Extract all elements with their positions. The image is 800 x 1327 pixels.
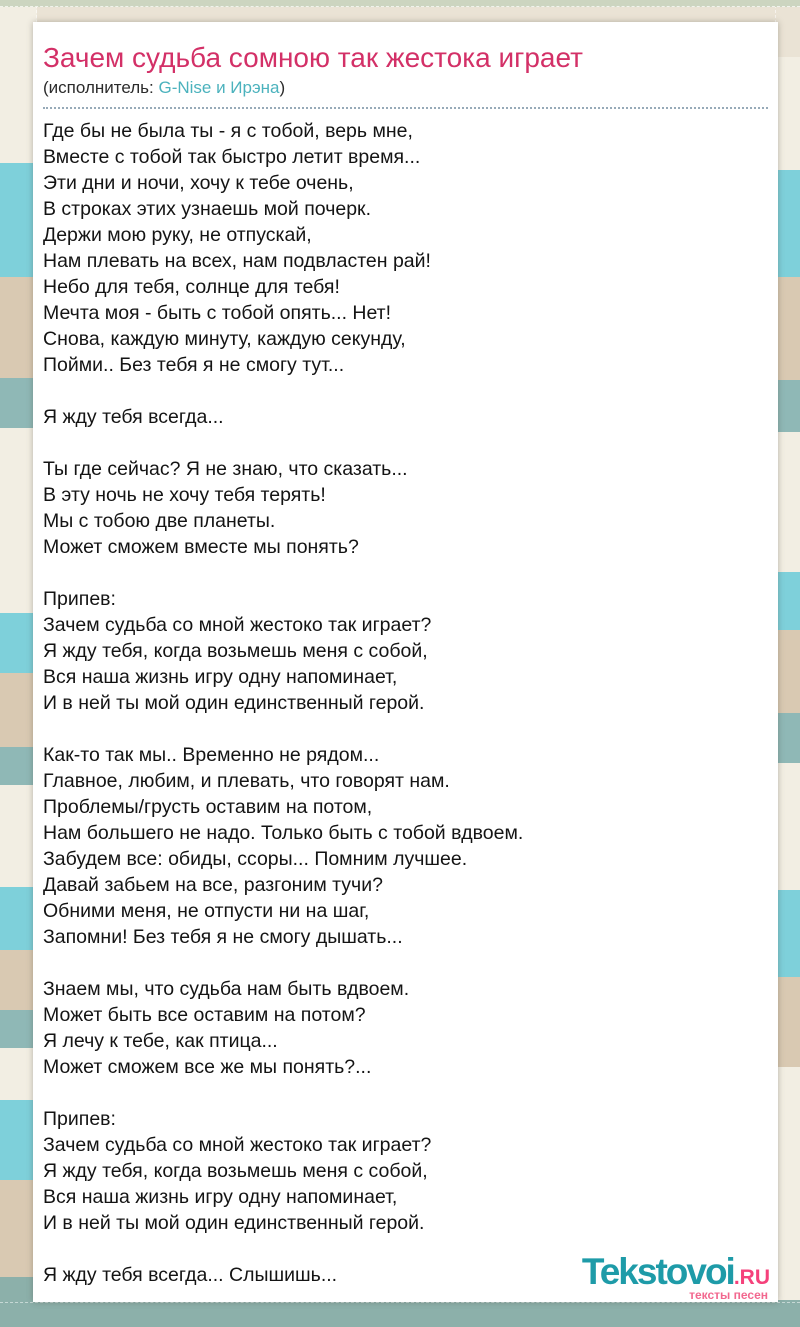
lyrics-line: Я жду тебя, когда возьмешь меня с собой, <box>43 1160 428 1182</box>
lyrics-line: Я жду тебя всегда... Слышишь... <box>43 1264 338 1286</box>
lyrics-line: Может быть все оставим на потом? <box>43 1004 366 1026</box>
content-card <box>33 22 778 1302</box>
lyrics-line: И в ней ты мой один единственный герой. <box>43 1212 425 1234</box>
lyrics-line: Знаем мы, что судьба нам быть вдвоем. <box>43 978 410 1000</box>
artist-label-suffix: ) <box>279 78 286 97</box>
lyrics-line: Главное, любим, и плевать, что говорят нам. <box>43 770 450 792</box>
lyrics-stanza <box>43 404 768 430</box>
lyrics-stanza <box>43 976 768 1080</box>
lyrics-line: И в ней ты мой один единственный герой. <box>43 692 425 714</box>
left-stripe-column <box>0 0 37 1326</box>
lyrics-line: Зачем судьба со мной жестоко так играет? <box>43 614 432 636</box>
lyrics-line: Держи мою руку, не отпускай, <box>43 224 312 246</box>
lyrics-line: Где бы не была ты - я с тобой, верь мне, <box>43 120 413 142</box>
artist-label-prefix: (исполнитель: <box>43 78 159 97</box>
lyrics-stanza <box>43 118 768 378</box>
lyrics-line: Вместе с тобой так быстро летит время... <box>43 146 421 168</box>
lyrics-line: Нам большего не надо. Только быть с тобой вдвоем. <box>43 822 524 844</box>
right-stripe-column <box>775 0 800 1326</box>
lyrics-line: Я лечу к тебе, как птица... <box>43 1030 278 1052</box>
artist-line <box>43 78 768 109</box>
lyrics-line: Снова, каждую минуту, каждую секунду, <box>43 328 406 350</box>
lyrics-line: Вся наша жизнь игру одну напоминает, <box>43 1186 398 1208</box>
lyrics-line: Ты где сейчас? Я не знаю, что сказать... <box>43 458 408 480</box>
lyrics-line: Обними меня, не отпусти ни на шаг, <box>43 900 370 922</box>
lyrics-line: Я жду тебя, когда возьмешь меня с собой, <box>43 640 428 662</box>
lyrics-line: Эти дни и ночи, хочу к тебе очень, <box>43 172 354 194</box>
site-logo-tld: .RU <box>733 1266 770 1289</box>
lyrics-line: В строках этих узнаешь мой почерк. <box>43 198 371 220</box>
site-logo-brand: Tekstovoi <box>581 1251 734 1292</box>
lyrics-line: Мечта моя - быть с тобой опять... Нет! <box>43 302 392 324</box>
lyrics-line: Проблемы/грусть оставим на потом, <box>43 796 373 818</box>
page-title: Зачем судьба сомною так жестока играет <box>43 42 583 73</box>
lyrics-line: Забудем все: обиды, ссоры... Помним лучшее. <box>43 848 468 870</box>
top-border-strip <box>0 0 800 7</box>
site-logo[interactable] <box>581 1251 770 1302</box>
lyrics-line: Я жду тебя всегда... <box>43 406 224 428</box>
lyrics-line: Небо для тебя, солнце для тебя! <box>43 276 340 298</box>
lyrics-line: Зачем судьба со мной жестоко так играет? <box>43 1134 432 1156</box>
lyrics-line: Может сможем вместе мы понять? <box>43 536 359 558</box>
bottom-stripe-band <box>0 1302 800 1327</box>
lyrics-line: Запомни! Без тебя я не смогу дышать... <box>43 926 403 948</box>
lyrics-line: Нам плевать на всех, нам подвластен рай! <box>43 250 431 272</box>
site-logo-tagline: тексты песен <box>689 1288 768 1302</box>
lyrics-line: Припев: <box>43 1108 116 1130</box>
lyrics-line: Может сможем все же мы понять?... <box>43 1056 372 1078</box>
lyrics-stanza <box>43 742 768 950</box>
site-logo-wordmark <box>581 1251 770 1292</box>
lyrics-line: Вся наша жизнь игру одну напоминает, <box>43 666 398 688</box>
lyrics-stanza <box>43 586 768 716</box>
lyrics-stanza <box>43 1106 768 1236</box>
lyrics <box>43 118 768 1288</box>
lyrics-stanza <box>43 456 768 560</box>
artist-link[interactable]: G-Nise и Ирэна <box>158 78 280 97</box>
lyrics-line: В эту ночь не хочу тебя терять! <box>43 484 326 506</box>
lyrics-line: Пойми.. Без тебя я не смогу тут... <box>43 354 345 376</box>
lyrics-line: Как-то так мы.. Временно не рядом... <box>43 744 380 766</box>
lyrics-line: Давай забьем на все, разгоним тучи? <box>43 874 383 896</box>
lyrics-line: Припев: <box>43 588 116 610</box>
lyrics-line: Мы с тобою две планеты. <box>43 510 276 532</box>
